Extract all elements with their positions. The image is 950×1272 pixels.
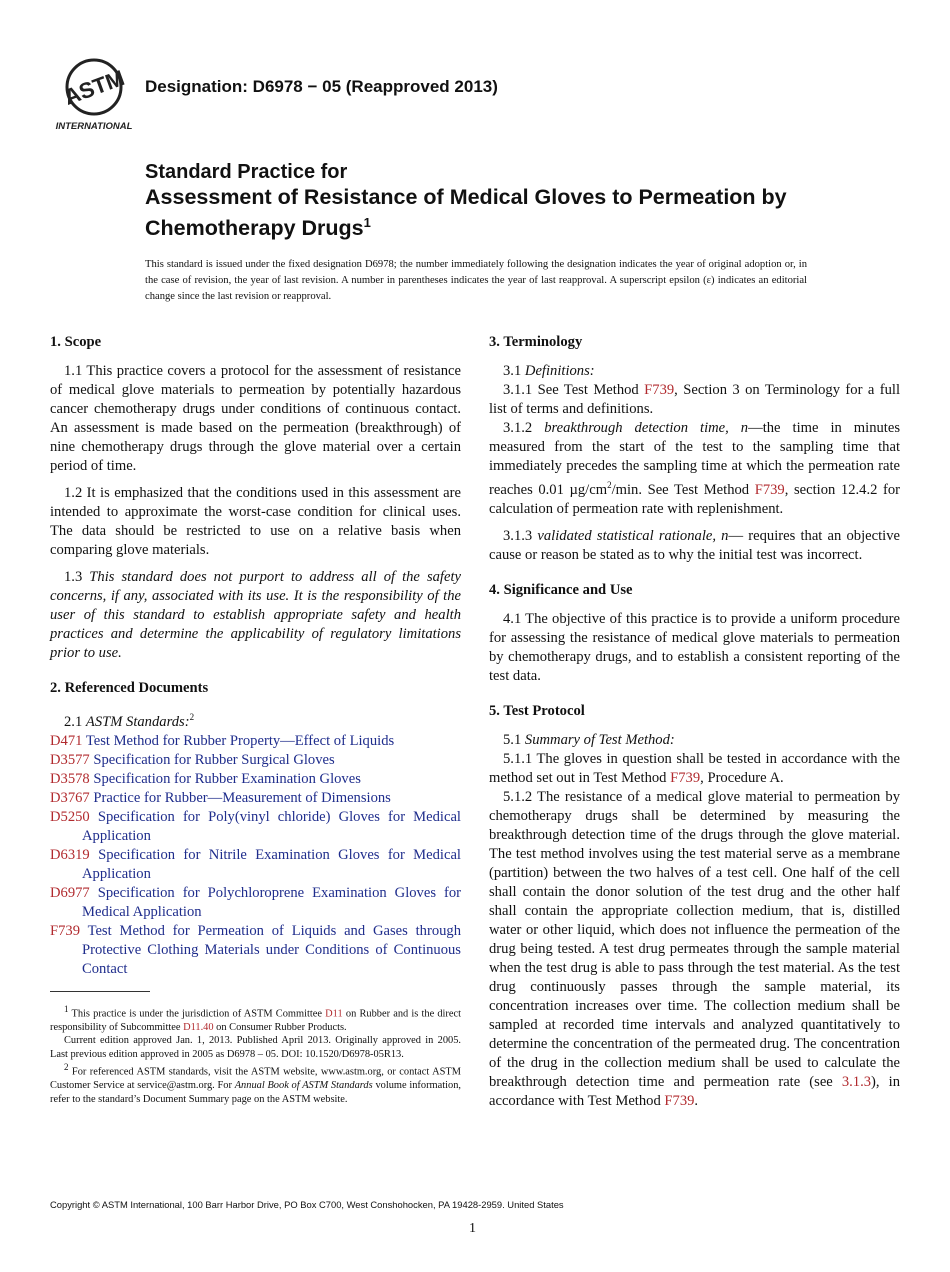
issuance-notice: This standard is issued under the fixed designation D6978; the number immediately following the designation indicates the year of original adoption or, in the case of revision, the year of last revision. A number in parentheses indicates the year of last reapproval. A superscript epsilon (ε) indicates an editorial change since the last revision or reapproval. [145,259,807,302]
standard-title-link[interactable]: Specification for Poly(vinyl chloride) Gloves for Medical Application [82,808,461,844]
astm-standards-label: 2.1 ASTM Standards:$^2$ [64,712,195,730]
title-footnote-mark[interactable]: 1 [363,215,371,230]
term-3-1-2: 3.1.2 breakthrough detection time, n—the time in minutes measured from the start of the test to the sampling time that immediately precedes the sampling time at which the permeation rate reaches 0.01 $\mu g/cm^2/\min$. See Test Method F739, section 12.4.2 for calculation of permeation rate with replenishment. [489,420,900,517]
term-3-1-1: 3.1.1 See Test Method F739, Section 3 on Terminology for a full list of terms and definitions. [489,382,901,417]
footnote-2: $^2$ For referenced ASTM standards, visit the ASTM website, www.astm.org, or contact ASTM Customer Service at service@astm.org. For Annual Book of ASTM Standards volume information, refer to the standard’s Document Summary page on the ASTM website. [50,1062,462,1105]
standard-code-link[interactable]: D5250 [50,808,90,825]
standard-code-link[interactable]: D6319 [50,846,90,863]
referenced-list [50,732,461,979]
page-number: 1 [469,1221,476,1236]
title-line-2: Assessment of Resistance of Medical Gloves to Permeation by Chemotherapy Drugs$^1$ [145,185,787,241]
definitions-label: 3.1 Definitions: [503,363,595,379]
svg-text:INTERNATIONAL: INTERNATIONAL [55,121,133,132]
standard-title-link[interactable]: Specification for Polychloroprene Examination Gloves for Medical Application [82,884,461,920]
scope-1-1: 1.1 This practice covers a protocol for the assessment of resistance of medical glove materials to permeation by potentially hazardous cancer chemotherapy drugs under conditions of continuous contact. An assessment is made based on the permeation (breakthrough) of nine chemotherapy drugs through the glove material over a certain period of time. [50,363,461,474]
standard-code-link[interactable]: D3767 [50,789,90,806]
subcommittee-link[interactable]: D11.40 [183,1021,214,1033]
svg-text:ASTM: ASTM [60,65,128,110]
footnote-1-edition: Current edition approved Jan. 1, 2013. Published April 2013. Originally approved in 2005. Last previous edition approved in 2005 as D6978 – 05. DOI: 10.1520/D6978-05R13. [50,1035,461,1060]
right-column [489,333,900,1111]
standard-code-link[interactable]: F739 [50,922,81,939]
f739-link[interactable]: F739 [754,481,785,498]
title-block [145,160,845,241]
standard-title-link[interactable]: Test Method for Rubber Property—Effect of Liquids [85,732,395,749]
standard-title-link[interactable]: Test Method for Permeation of Liquids and Gases through Protective Clothing Materials under Conditions of Continuous Contact [82,922,462,977]
f739-link[interactable]: F739 [670,769,701,786]
designation: Designation: D6978 − 05 (Reapproved 2013) [145,77,498,96]
summary-label: 5.1 Summary of Test Method: [503,731,675,748]
committee-link[interactable]: D11 [325,1008,343,1020]
astm-logo [52,57,136,133]
scope-heading: 1. Scope [50,334,102,350]
standard-title-link[interactable]: Specification for Rubber Surgical Gloves [93,751,335,768]
referenced-heading: 2. Referenced Documents [50,680,209,696]
significance-4-1: 4.1 The objective of this practice is to provide a uniform procedure for assessing the resistance of medical glove materials to permeation by chemotherapy drugs, and to establish a consistent reporting of the test data. [489,610,900,684]
title-line-1: Standard Practice for [145,161,348,183]
referenced-item [50,732,461,751]
footnotes [50,1003,461,1106]
standard-code-link[interactable]: D3578 [50,770,90,787]
protocol-heading: 5. Test Protocol [489,702,585,719]
referenced-item [50,922,461,979]
f739-link[interactable]: F739 [664,1092,695,1109]
standard-code-link[interactable]: D3577 [50,751,90,768]
referenced-item [50,789,461,808]
protocol-5-1-1: 5.1.1 The gloves in question shall be tested in accordance with the method set out in Test Method F739, Procedure A. [489,750,900,786]
left-column [50,333,461,979]
section-3-1-3-link[interactable]: 3.1.3 [841,1073,872,1090]
copyright: Copyright © ASTM International, 100 Barr Harbor Drive, PO Box C700, West Conshohocken, PA 19428-2959. United States [50,1199,564,1210]
footnote-divider [50,991,150,992]
protocol-5-1-2: 5.1.2 The resistance of a medical glove material to permeation by chemotherapy drugs shall be determined by measuring the breakthrough detection time of the drugs through the glove material. The test method involves using the test material serve as a membrane (partition) between the two halves of a test cell. One half of the cell shall contain the donor solution of the test drug and the other half shall contain the appropriate collection medium, that is, distilled water or other liquid, which does not influence the permeation of the drug being tested. A test drug permeates through the sample material when the test drug is able to pass through the test material. As the test drug continuously passes through the sample material, its concentration increases over time. The collection medium shall be sampled at recorded time intervals and analyzed quantitatively to determine the concentration of the permeated drug. The concentration of the drug in the collection medium shall be used to calculate the breakthrough detection time and permeation rate (see 3.1.3), in accordance with Test Method F739. [489,788,900,1109]
standard-code-link[interactable]: D471 [50,732,83,749]
referenced-item [50,751,461,770]
term-3-1-3: 3.1.3 validated statistical rationale, n— requires that an objective cause or reason be stated as to why the initial test was incorrect. [489,527,900,563]
referenced-item [50,808,461,846]
standard-title-link[interactable]: Specification for Rubber Examination Gloves [93,770,361,787]
referenced-item [50,884,461,922]
scope-1-3: 1.3 This standard does not purport to address all of the safety concerns, if any, associated with its use. It is the responsibility of the user of this standard to establish appropriate safety and health practices and determine the applicability of regulatory limitations prior to use. [50,569,461,661]
f739-link[interactable]: F739 [644,382,675,398]
referenced-item [50,770,461,789]
significance-heading: 4. Significance and Use [489,581,633,598]
terminology-heading: 3. Terminology [489,334,583,350]
standard-title-link[interactable]: Practice for Rubber—Measurement of Dimensions [93,789,391,806]
footnote-1: $^1$ This practice is under the jurisdiction of ASTM Committee D11 on Rubber and is the direct responsibility of Subcommittee D11.40 on Consumer Rubber Products. [50,1004,462,1033]
standard-code-link[interactable]: D6977 [50,884,90,901]
scope-1-2: 1.2 It is emphasized that the conditions used in this assessment are intended to approximate the worst-case condition for clinical uses. The data should be restricted to use on a relative basis when comparing glove materials. [50,485,461,558]
standard-title-link[interactable]: Specification for Nitrile Examination Gloves for Medical Application [82,846,461,882]
referenced-item [50,846,461,884]
